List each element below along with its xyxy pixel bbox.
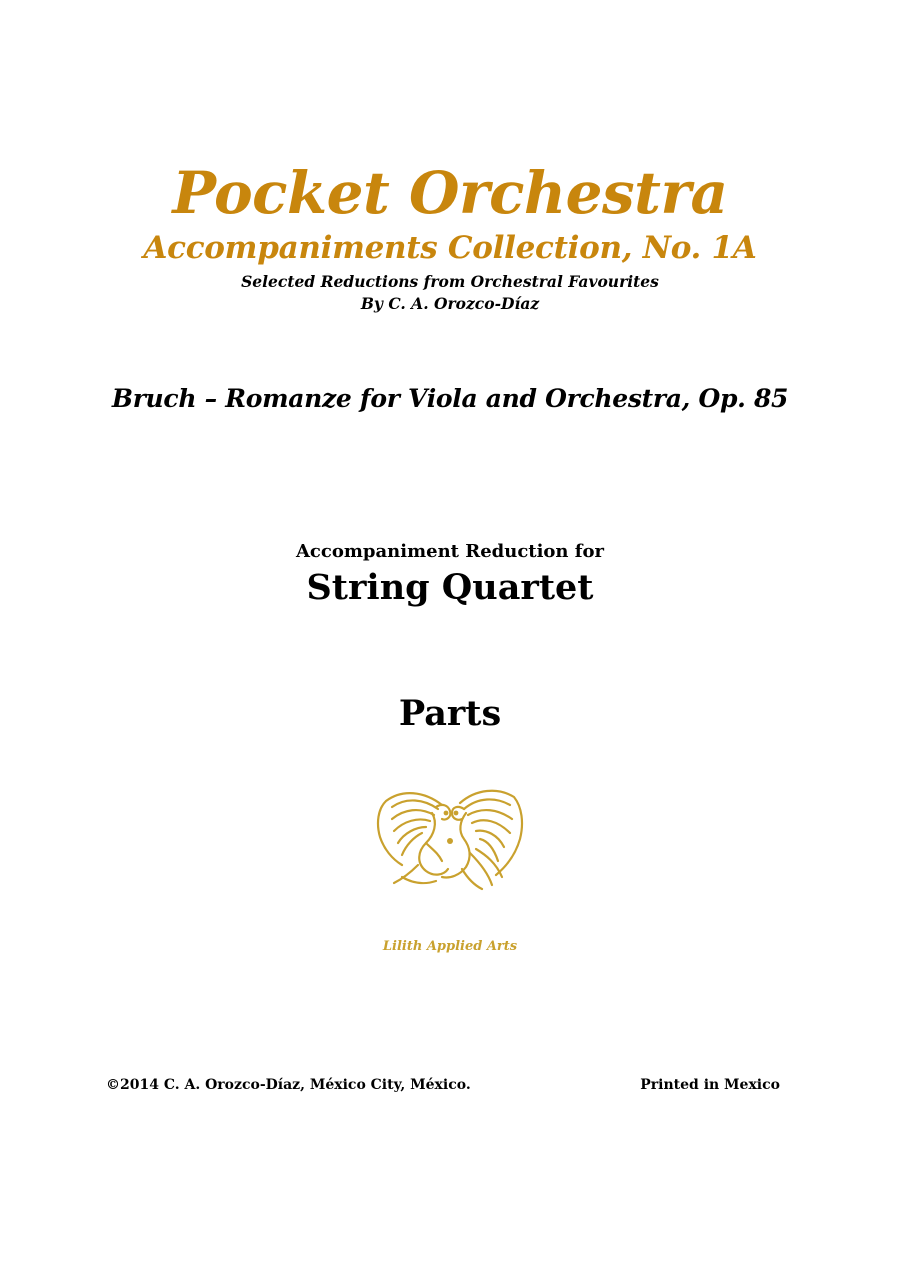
ensemble-name: String Quartet <box>306 567 594 608</box>
printed-location: Printed in Mexico <box>640 1077 780 1093</box>
copyright-notice: ©2014 C. A. Orozco-Díaz, México City, México. <box>106 1077 471 1093</box>
reduction-label: Accompaniment Reduction for <box>295 541 605 562</box>
collection-title: Accompaniments Collection, No. 1A <box>143 230 757 266</box>
dragon-phoenix-emblem-icon <box>372 783 528 891</box>
collection-subtitle: Selected Reductions from Orchestral Favourites <box>241 272 659 291</box>
edition-format: Parts <box>398 693 502 734</box>
work-title: Bruch – Romanze for Viola and Orchestra, Op. 85 <box>111 384 789 413</box>
series-title: Pocket Orchestra <box>172 159 728 227</box>
publisher-name: Lilith Applied Arts <box>382 939 518 954</box>
author-byline: By C. A. Orozco-Díaz <box>360 294 540 313</box>
